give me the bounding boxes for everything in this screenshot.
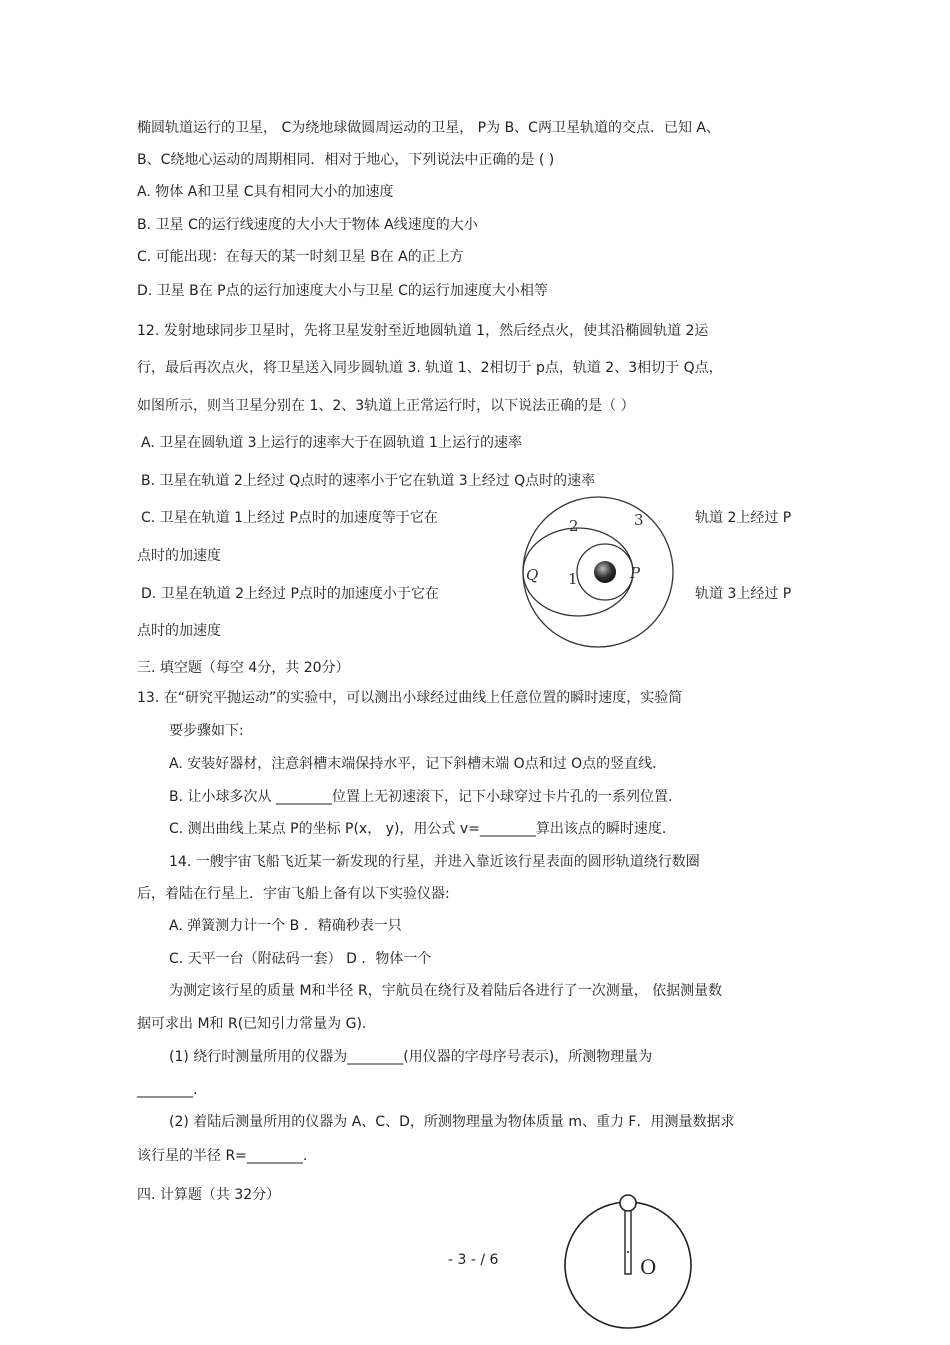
- q12-line-2: 行，最后再次点火，将卫星送入同步圆轨道 3. 轨道 1、2相切于 p点，轨道 2、3相切于 Q点，: [137, 360, 723, 376]
- q12-option-b: B. 卫星在轨道 2上经过 Q点时的速率小于它在轨道 3上经过 Q点时的速率: [141, 473, 596, 489]
- label-point-p: P: [630, 564, 641, 582]
- q11-option-a: A. 物体 A和卫星 C具有相同大小的加速度: [137, 184, 394, 200]
- q12-option-c-end: 点时的加速度: [137, 548, 221, 564]
- q12-option-c: C. 卫星在轨道 1上经过 P点时的加速度等于它在: [141, 510, 438, 526]
- label-orbit-3: 3: [634, 511, 644, 529]
- q11-option-b: B. 卫星 C的运行线速度的大小大于物体 A线速度的大小: [137, 217, 478, 233]
- q11-option-d: D. 卫星 B在 P点的运行加速度大小与卫星 C的运行加速度大小相等: [137, 283, 548, 299]
- q12-line-1: 12. 发射地球同步卫星时，先将卫星发射至近地圆轨道 1，然后经点火，使其沿椭圆轨道 2运: [137, 323, 709, 339]
- q13-line-2: 要步骤如下:: [169, 723, 244, 739]
- q14-instruments-cd: C. 天平一台（附砝码一套） D ．物体一个: [169, 951, 432, 967]
- q13-step-c: C. 测出曲线上某点 P的坐标 P(x， y)，用公式 v=________算出该点的瞬时速度．: [169, 821, 676, 837]
- label-orbit-1: 1: [568, 570, 578, 588]
- orbit-diagram: [518, 492, 678, 652]
- label-orbit-2: 2: [569, 517, 579, 535]
- q11-option-c: C. 可能出现：在每天的某一时刻卫星 B在 A的正上方: [137, 249, 464, 265]
- q12-option-d: D. 卫星在轨道 2上经过 P点时的加速度小于它在: [141, 586, 439, 602]
- q14-line-4: 据可求出 M和 R(已知引力常量为 G)．: [137, 1016, 376, 1032]
- page-number: - 3 - / 6: [448, 1252, 499, 1268]
- q14-line-1: 14. 一艘宇宙飞船飞近某一新发现的行星，并进入靠近该行星表面的圆形轨道绕行数圈: [169, 854, 700, 870]
- rod: [625, 1208, 631, 1274]
- q12-option-d-end: 点时的加速度: [137, 623, 221, 639]
- q11-line-2: B、C绕地心运动的周期相同．相对于地心，下列说法中正确的是 ( ): [137, 152, 555, 168]
- q11-line-1: 椭圆轨道运行的卫星， C为绕地球做圆周运动的卫星， P为 B、C两卫星轨道的交点．已知 A、: [137, 120, 720, 136]
- q14-line-3: 为测定该行星的质量 M和半径 R，宇航员在绕行及着陆后各进行了一次测量， 依据测量数: [169, 983, 723, 999]
- q12-option-d-cont: 轨道 3上经过 P: [695, 586, 792, 602]
- rod-circle-diagram: [560, 1190, 700, 1330]
- q14-part-2-end: 该行星的半径 R=________.: [137, 1148, 308, 1164]
- earth-icon: [594, 561, 616, 583]
- q13-line-1: 13. 在“研究平抛运动”的实验中，可以测出小球经过曲线上任意位置的瞬时速度，实验简: [137, 690, 683, 706]
- q13-step-a: A. 安装好器材，注意斜槽末端保持水平，记下斜槽末端 O点和过 O点的竖直线．: [169, 756, 667, 772]
- ball-icon: [620, 1195, 636, 1211]
- q14-part-2: (2) 着陆后测量所用的仪器为 A、C、D，所测物理量为物体质量 m、重力 F．用测量数据求: [169, 1114, 735, 1130]
- q12-line-3: 如图所示，则当卫星分别在 1、2、3轨道上正常运行时，以下说法正确的是（ ）: [137, 398, 635, 414]
- label-center-o: O: [640, 1255, 657, 1279]
- q14-part-1-end: ________.: [137, 1082, 198, 1098]
- section-3-heading: 三. 填空题（每空 4分，共 20分）: [137, 660, 350, 676]
- q14-line-2: 后，着陆在行星上．宇宙飞船上备有以下实验仪器:: [137, 886, 450, 902]
- q12-option-c-cont: 轨道 2上经过 P: [695, 510, 792, 526]
- q14-instruments-ab: A. 弹簧测力计一个 B ．精确秒表一只: [169, 918, 402, 934]
- q13-step-b: B. 让小球多次从 ________位置上无初速滚下，记下小球穿过卡片孔的一系列位置．: [169, 789, 682, 805]
- section-4-heading: 四. 计算题（共 32分）: [137, 1187, 281, 1203]
- orbit-2-ellipse: [523, 528, 633, 616]
- q14-part-1: (1) 绕行时测量所用的仪器为________(用仪器的字母序号表示)，所测物理量为: [169, 1049, 653, 1065]
- label-point-q: Q: [526, 566, 539, 584]
- pivot-point: [627, 1251, 629, 1253]
- q12-option-a: A. 卫星在圆轨道 3上运行的速率大于在圆轨道 1上运行的速率: [141, 435, 522, 451]
